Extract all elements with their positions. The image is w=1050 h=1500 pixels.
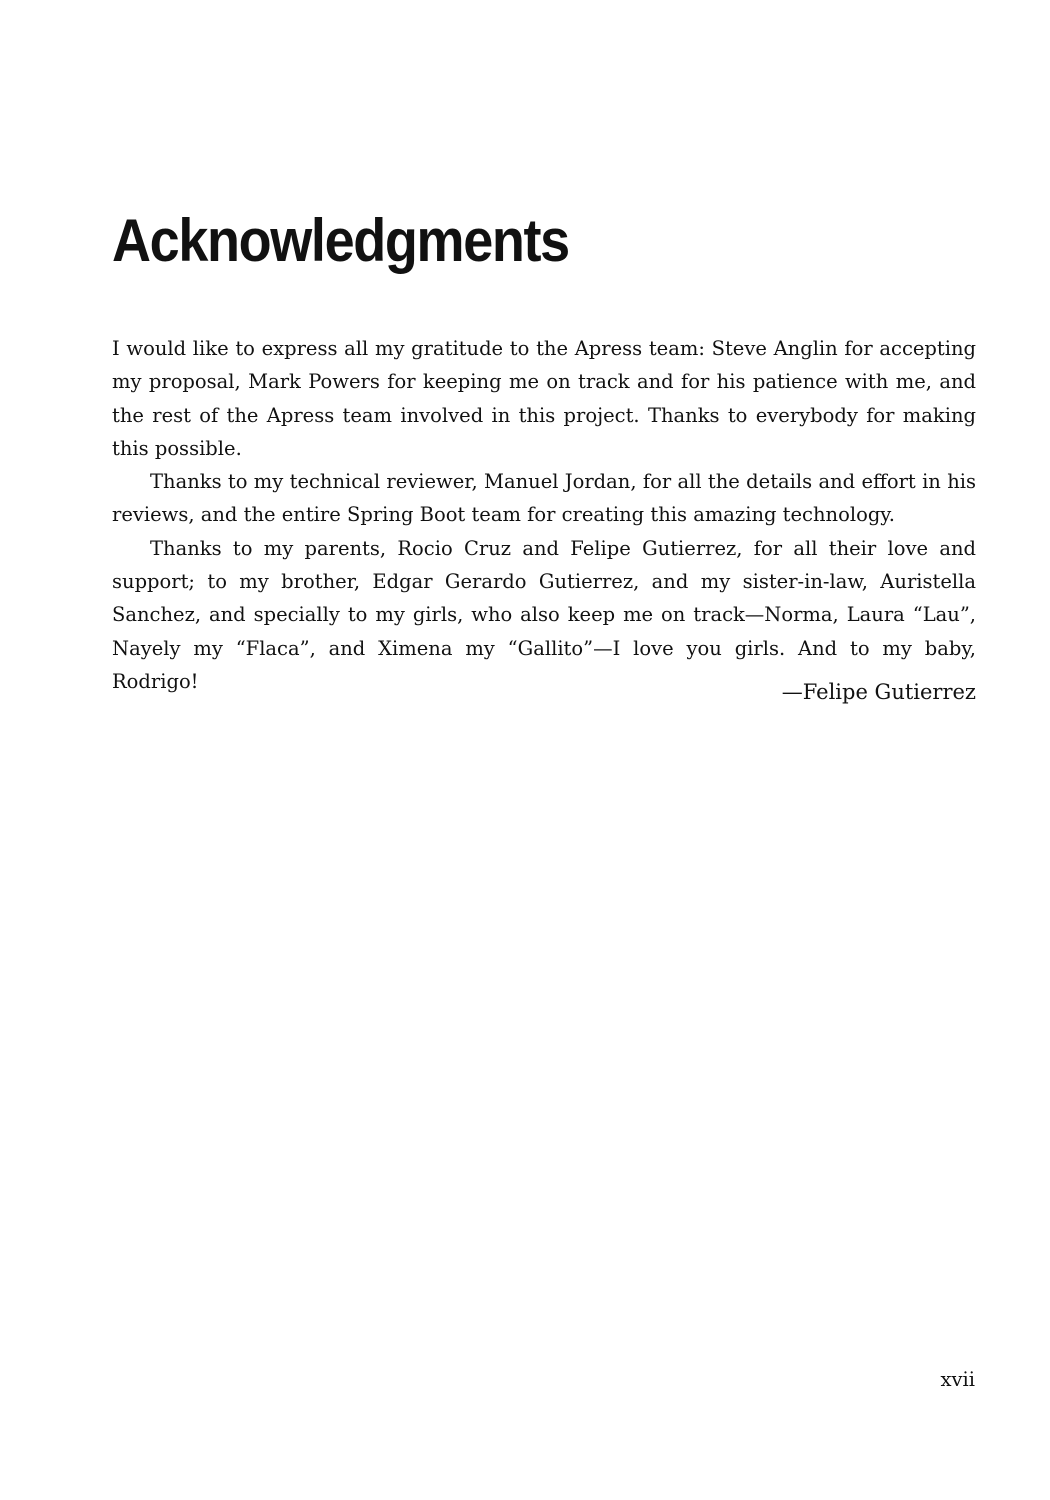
page-title: Acknowledgments (112, 207, 569, 274)
paragraph-apress-team: I would like to express all my gratitude to the Apress team: Steve Anglin for accepting my proposal, Mark Powers for keeping me on track and for his patience with me, and the rest of the Apress team involved in this project. Thanks to everybody for making this possible. (112, 337, 976, 460)
paragraph-technical-reviewer: Thanks to my technical reviewer, Manuel Jordan, for all the details and effort in his reviews, and the entire Spring Boot team for creating this amazing technology. (112, 470, 976, 527)
paragraph-family: Thanks to my parents, Rocio Cruz and Felipe Gutierrez, for all their love and support; to my brother, Edgar Gerardo Gutierrez, and my sister-in-law, Auristella Sanchez, and specially to my girls, who also keep me on track—Norma, Laura “Lau”, Nayely my “Flaca”, and Ximena my “Gallito”—I love you girls. And to my baby, Rodrigo! (112, 536, 976, 693)
page-number: xvii (940, 1368, 975, 1391)
author-signature: —Felipe Gutierrez (781, 680, 976, 704)
acknowledgments-body (112, 332, 976, 698)
